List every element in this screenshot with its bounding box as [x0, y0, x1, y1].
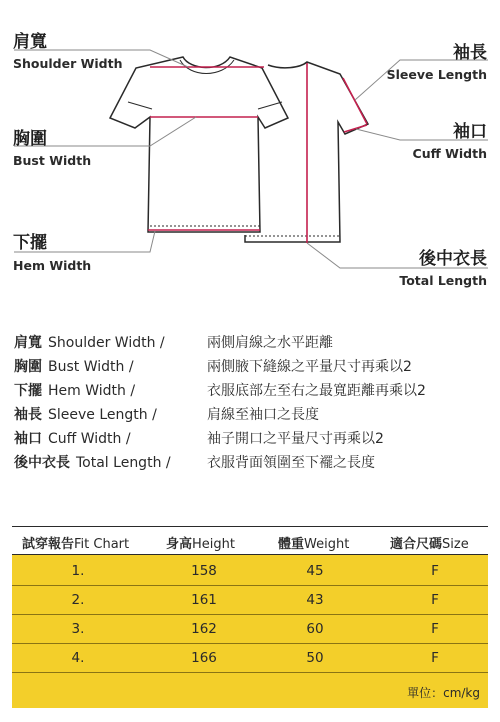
cuff-label-en: Cuff Width: [412, 146, 487, 161]
definition-term-cn: 後中衣長: [14, 455, 70, 471]
definition-term-cn: 下擺: [14, 383, 42, 399]
row-number: 1.: [71, 563, 85, 579]
shoulder-label-en: Shoulder Width: [13, 56, 123, 71]
total-length-label-en: Total Length: [399, 273, 487, 288]
tshirt-front: [110, 57, 288, 232]
header-weight: 體重Weight: [278, 537, 350, 552]
definition-term-en: Shoulder Width /: [48, 335, 165, 351]
hem-label-cn: 下擺: [13, 233, 47, 253]
row-number: 4.: [71, 650, 85, 666]
header-height: 身高Height: [166, 537, 235, 552]
definition-desc: 兩側腋下縫線之平量尺寸再乘以2: [207, 359, 412, 375]
sleeve-measure-line: [343, 78, 367, 124]
row-weight: 60: [306, 621, 324, 637]
row-height: 166: [191, 650, 217, 666]
header-fit-chart: 試穿報告Fit Chart: [22, 537, 130, 552]
definition-row: [14, 404, 494, 424]
row-height: 162: [191, 621, 217, 637]
definition-term-en: Hem Width /: [48, 383, 136, 399]
fit-chart-table: [12, 526, 488, 708]
definition-row: [14, 428, 494, 448]
shoulder-label-cn: 肩寬: [13, 32, 47, 52]
definition-desc: 衣服背面領圍至下襬之長度: [207, 455, 375, 471]
sleeve-label-cn: 袖長: [453, 43, 487, 63]
row-size: F: [431, 621, 439, 637]
definition-desc: 衣服底部左至右之最寬距離再乘以2: [207, 383, 426, 399]
hem-label-en: Hem Width: [13, 258, 92, 273]
bust-label-en: Bust Width: [13, 153, 92, 168]
measurement-lines: [148, 63, 367, 243]
definition-row: [14, 452, 494, 472]
row-weight: 50: [306, 650, 324, 666]
definition-term-en: Cuff Width /: [48, 431, 131, 447]
definition-term-en: Bust Width /: [48, 359, 134, 375]
definition-row: [14, 332, 494, 352]
row-weight: 43: [306, 592, 324, 608]
row-divider: [12, 672, 488, 673]
table-row: [12, 615, 488, 644]
row-height: 161: [191, 592, 217, 608]
definition-term-cn: 袖口: [14, 431, 42, 447]
total-length-label-cn: 後中衣長: [419, 249, 487, 269]
row-number: 3.: [71, 621, 85, 637]
definition-desc: 袖子開口之平量尺寸再乘以2: [207, 431, 384, 447]
definition-term-en: Total Length /: [76, 455, 171, 471]
unit-note: 單位：cm/kg: [407, 686, 480, 700]
table-row: [12, 644, 488, 673]
definition-term-cn: 袖長: [14, 407, 42, 423]
table-row: [12, 557, 488, 586]
table-row: [12, 586, 488, 615]
definition-term-en: Sleeve Length /: [48, 407, 157, 423]
row-number: 2.: [71, 592, 85, 608]
header-size: 適合尺碼Size: [390, 537, 469, 552]
bust-label-cn: 胸圍: [13, 129, 47, 149]
row-size: F: [431, 650, 439, 666]
cuff-label-cn: 袖口: [453, 122, 487, 142]
row-size: F: [431, 563, 439, 579]
definition-term-cn: 胸圍: [14, 359, 42, 375]
definition-row: [14, 380, 494, 400]
row-height: 158: [191, 563, 217, 579]
definition-desc: 兩側肩線之水平距離: [207, 335, 333, 351]
row-weight: 45: [306, 563, 324, 579]
row-size: F: [431, 592, 439, 608]
definition-term-cn: 肩寬: [14, 335, 42, 351]
definition-desc: 肩線至袖口之長度: [207, 407, 319, 423]
sleeve-label-en: Sleeve Length: [386, 67, 487, 82]
definition-row: [14, 356, 494, 376]
fit-chart-header: [12, 526, 488, 555]
